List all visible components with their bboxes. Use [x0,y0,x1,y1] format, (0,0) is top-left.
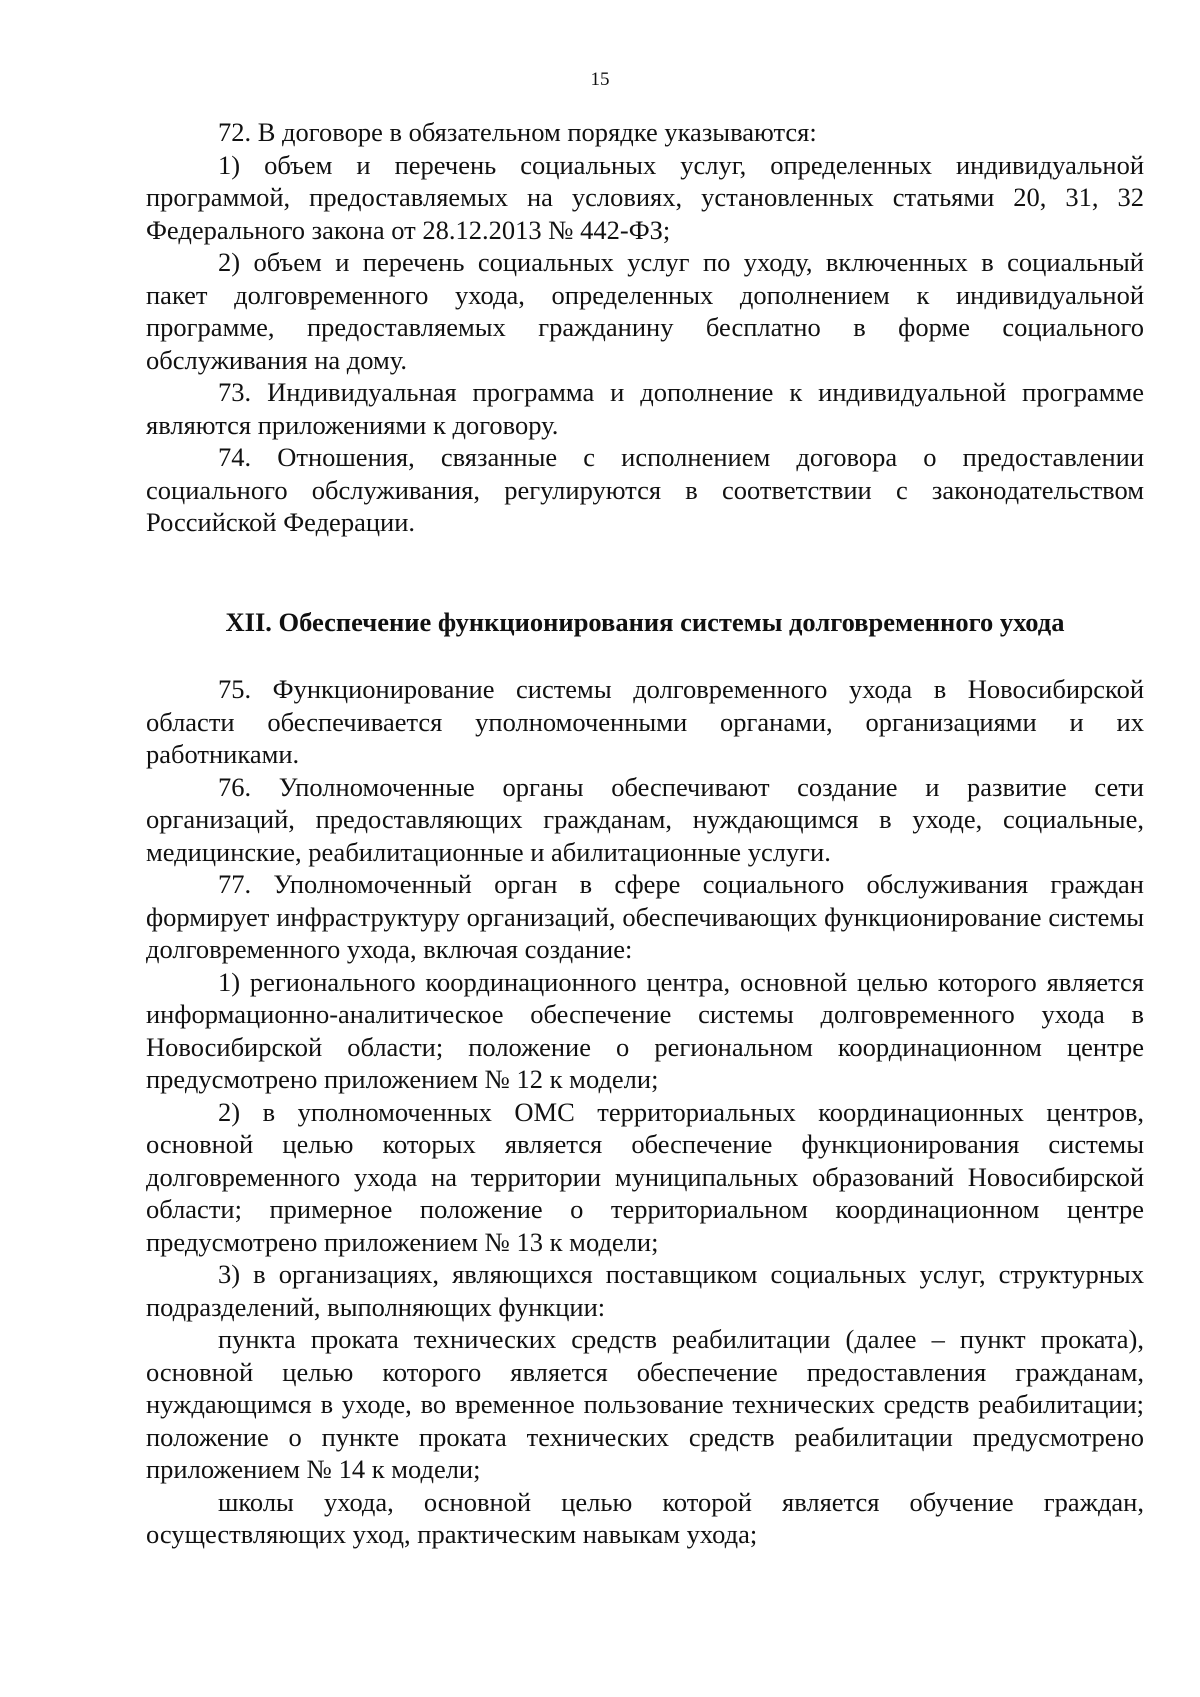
section-xii-body [146,673,1144,1551]
paragraph-72-item-2: 2) объем и перечень социальных услуг по уходу, включенных в социальный пакет долговременного ухода, определенных дополнением к индивидуальной программе, предоставляемых гражданину бесплатно в форме социального обслуживания на дому. [146,247,1144,375]
paragraph-73: 73. Индивидуальная программа и дополнение к индивидуальной программе являются приложениями к договору. [146,377,1144,440]
paragraph-care-school: школы ухода, основной целью которой является обучение граждан, осуществляющих уход, практическим навыкам ухода; [146,1486,1144,1549]
paragraph-77: 77. Уполномоченный орган в сфере социального обслуживания граждан формирует инфраструктуру организаций, обеспечивающих функционирование системы долговременного ухода, включая создание: [146,869,1144,964]
page-number: 15 [590,69,610,90]
section-heading-xii: XII. Обеспечение функционирования системы долговременного ухода [225,607,1065,637]
paragraph-74: 74. Отношения, связанные с исполнением договора о предоставлении социального обслуживания, регулируются в соответствии с законодательством Российской Федерации. [146,442,1144,537]
paragraph-rental-point: пункта проката технических средств реабилитации (далее – пункт проката), основной целью которого является обеспечение предоставления гражданам, нуждающимся в уходе, во временное пользование технических средств реабилитации; положение о пункте проката технических средств реабилитации предусмотрено приложением № 14 к модели; [146,1324,1144,1484]
document-body [146,116,1144,1549]
paragraph-77-item-3: 3) в организациях, являющихся поставщиком социальных услуг, структурных подразделений, выполняющих функции: [146,1259,1144,1322]
paragraph-75: 75. Функционирование системы долговременного ухода в Новосибирской области обеспечивается уполномоченными органами, организациями и их работниками. [146,674,1144,769]
section-contract-terms [146,116,1144,539]
paragraph-77-item-2: 2) в уполномоченных ОМС территориальных координационных центров, основной целью которых является обеспечение функционирования системы долговременного ухода на территории муниципальных образований Новосибирской области; примерное положение о территориальном координационном центре предусмотрено приложением № 13 к модели; [146,1096,1144,1257]
paragraph-77-item-1: 1) регионального координационного центра, основной целью которого является информационно-аналитическое обеспечение системы долговременного ухода в Новосибирской области; положение о региональном координационном центре предусмотрено приложением № 12 к модели; [146,966,1144,1094]
paragraph-76: 76. Уполномоченные органы обеспечивают создание и развитие сети организаций, предоставляющих гражданам, нуждающимся в уходе, социальные, медицинские, реабилитационные и абилитационные услуги. [146,771,1144,867]
paragraph-72-item-1: 1) объем и перечень социальных услуг, определенных индивидуальной программой, предоставляемых на условиях, установленных статьями 20, 31, 32 Федерального закона от 28.12.2013 № 442-ФЗ; [146,149,1144,245]
paragraph-72: 72. В договоре в обязательном порядке указываются: [218,117,817,147]
